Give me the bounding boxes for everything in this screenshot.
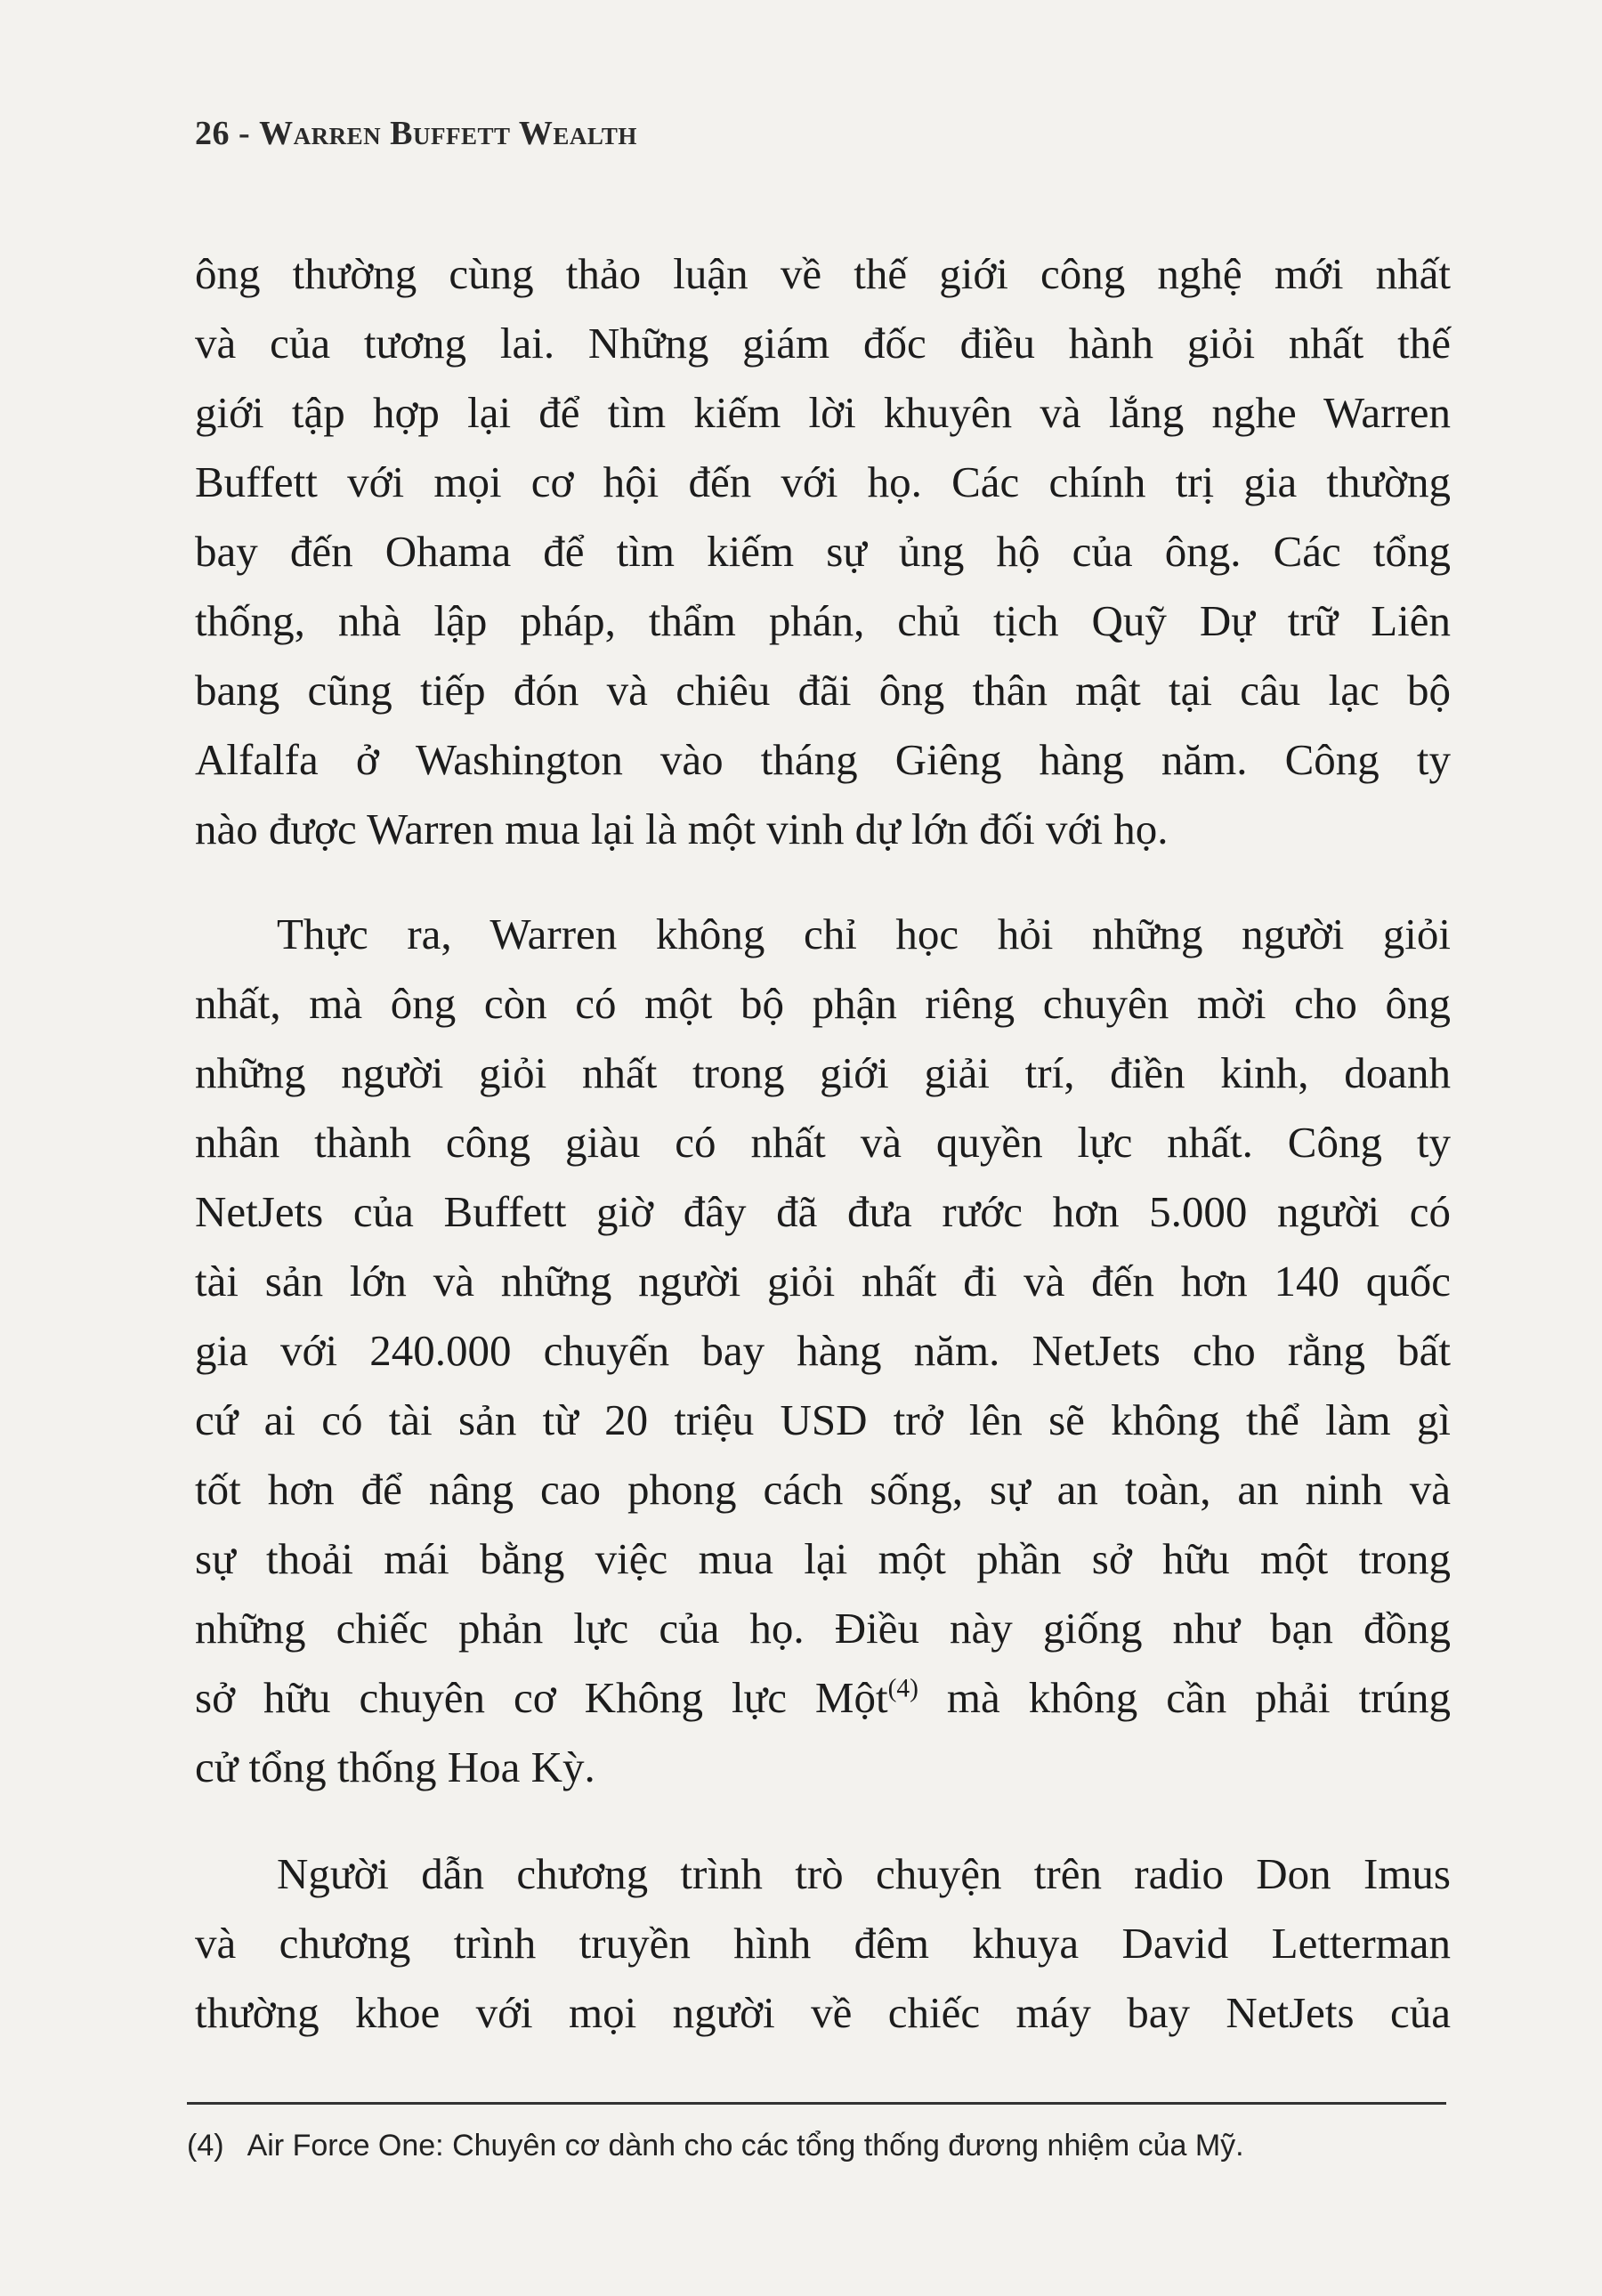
text-line: Alfalfa ở Washington vào tháng Giêng hàng năm. Công ty bbox=[195, 735, 1451, 784]
text-line: và của tương lai. Những giám đốc điều hành giỏi nhất thế bbox=[195, 319, 1451, 368]
paragraph-2 bbox=[195, 900, 1451, 1802]
page-number: 26 bbox=[195, 115, 230, 152]
paragraph-1 bbox=[195, 239, 1451, 864]
text-line: nhân thành công giàu có nhất và quyền lực nhất. Công ty bbox=[195, 1118, 1451, 1167]
text-line: NetJets của Buffett giờ đây đã đưa rước hơn 5.000 người có bbox=[195, 1187, 1451, 1236]
footnote-text: Air Force One: Chuyên cơ dành cho các tổng thống đương nhiệm của Mỹ. bbox=[247, 2129, 1244, 2163]
text-fragment: mà không cần phải trúng bbox=[918, 1673, 1452, 1722]
text-line: thường khoe với mọi người về chiếc máy bay NetJets của bbox=[195, 1988, 1451, 2037]
text-line: nhất, mà ông còn có một bộ phận riêng chuyên mời cho ông bbox=[195, 979, 1451, 1028]
text-line: cử tổng thống Hoa Kỳ. bbox=[195, 1742, 595, 1791]
text-line: những người giỏi nhất trong giới giải trí, điền kinh, doanh bbox=[195, 1048, 1451, 1097]
text-line: những chiếc phản lực của họ. Điều này giống như bạn đồng bbox=[195, 1604, 1451, 1653]
text-line: bay đến Ohama để tìm kiếm sự ủng hộ của ông. Các tổng bbox=[195, 527, 1451, 576]
text-line: tài sản lớn và những người giỏi nhất đi và đến hơn 140 quốc bbox=[195, 1257, 1451, 1306]
footnote-reference[interactable]: (4) bbox=[887, 1674, 918, 1703]
text-line: Buffett với mọi cơ hội đến với họ. Các chính trị gia thường bbox=[195, 457, 1451, 506]
text-line: tốt hơn để nâng cao phong cách sống, sự an toàn, an ninh và bbox=[195, 1465, 1451, 1514]
text-line: cứ ai có tài sản từ 20 triệu USD trở lên sẽ không thể làm gì bbox=[195, 1395, 1451, 1444]
text-line: và chương trình truyền hình đêm khuya David Letterman bbox=[195, 1919, 1451, 1968]
text-line: sự thoải mái bằng việc mua lại một phần sở hữu một trong bbox=[195, 1534, 1451, 1583]
text-line: giới tập hợp lại để tìm kiếm lời khuyên và lắng nghe Warren bbox=[195, 388, 1451, 437]
book-title: Warren Buffett Wealth bbox=[259, 115, 637, 152]
text-line: gia với 240.000 chuyến bay hàng năm. NetJets cho rằng bất bbox=[195, 1326, 1451, 1375]
text-fragment: sở hữu chuyên cơ Không lực Một bbox=[195, 1673, 888, 1722]
footnote-divider bbox=[187, 2102, 1446, 2105]
footnote-number: (4) bbox=[187, 2129, 224, 2163]
text-line: thống, nhà lập pháp, thẩm phán, chủ tịch Quỹ Dự trữ Liên bbox=[195, 596, 1451, 645]
paragraph-3 bbox=[195, 1839, 1451, 2048]
text-line: Thực ra, Warren không chỉ học hỏi những người giỏi bbox=[277, 910, 1451, 958]
text-line: nào được Warren mua lại là một vinh dự lớn đối với họ. bbox=[195, 804, 1169, 853]
text-line: ông thường cùng thảo luận về thế giới công nghệ mới nhất bbox=[195, 249, 1451, 298]
header-separator: - bbox=[239, 115, 251, 152]
running-header bbox=[195, 114, 637, 153]
text-line: bang cũng tiếp đón và chiêu đãi ông thân mật tại câu lạc bộ bbox=[195, 666, 1451, 715]
text-line-with-footnote bbox=[195, 1663, 1451, 1733]
text-line: Người dẫn chương trình trò chuyện trên radio Don Imus bbox=[277, 1849, 1451, 1898]
footnote bbox=[187, 2129, 1244, 2163]
